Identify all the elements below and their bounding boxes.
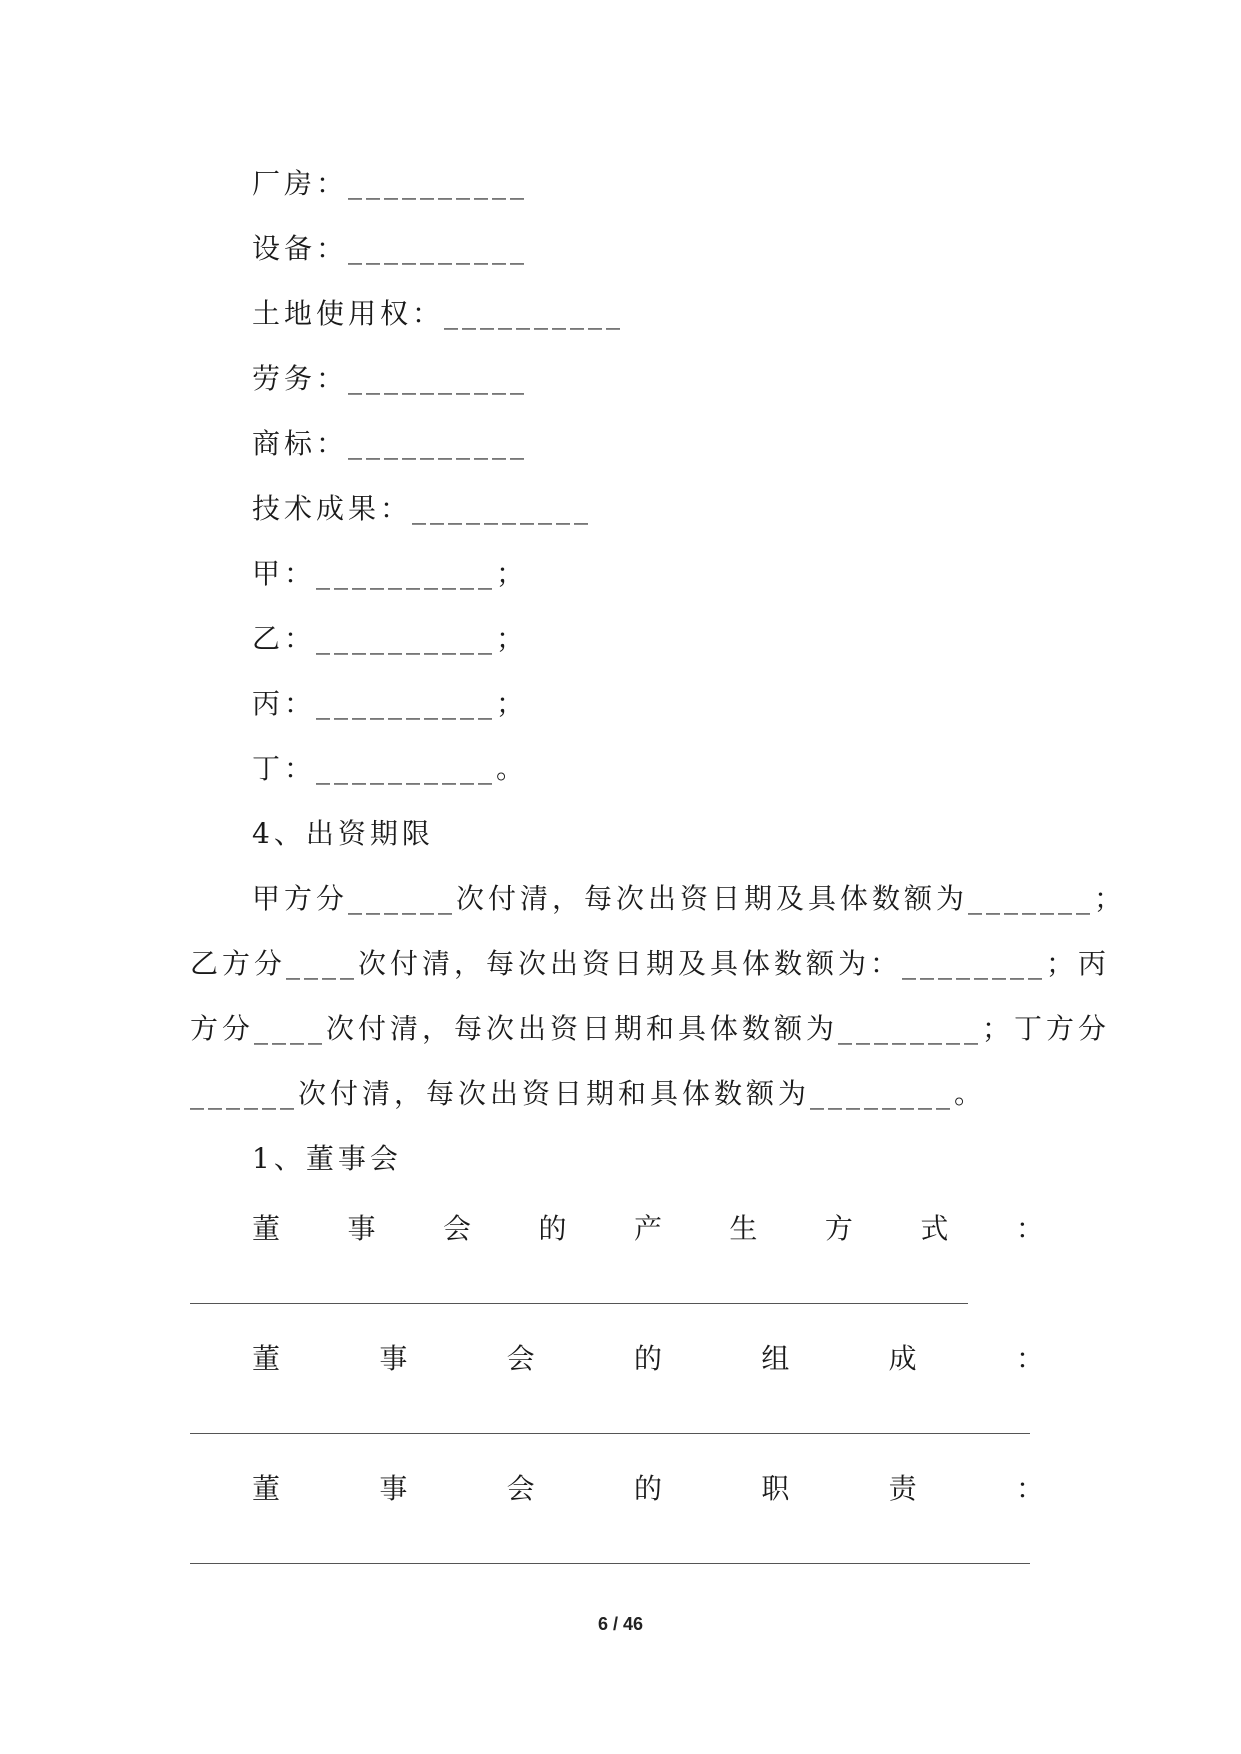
char: 董: [252, 1472, 281, 1505]
board-formation-method-label: [252, 1209, 1044, 1249]
char: 成: [888, 1342, 917, 1375]
char: 产: [633, 1212, 662, 1245]
paragraph-line: 方分____次付清，每次出资日期和具体数额为________；丁方分: [190, 1012, 1111, 1045]
char: 的: [633, 1342, 662, 1375]
char: ：: [1015, 1472, 1044, 1505]
paragraph-line: 乙方分____次付清，每次出资日期及具体数额为：________；丙: [190, 947, 1111, 980]
char: 职: [761, 1472, 790, 1505]
char: 生: [729, 1212, 758, 1245]
field-equipment: 设备：__________: [252, 232, 529, 265]
field-party-b: 乙：__________；: [252, 622, 529, 655]
char: 事: [347, 1212, 376, 1245]
field-technology: 技术成果：__________: [252, 492, 593, 525]
field-factory: 厂房：__________: [252, 167, 529, 200]
char: 事: [379, 1472, 408, 1505]
char: 董: [252, 1342, 281, 1375]
char: 事: [379, 1342, 408, 1375]
char: 式: [920, 1212, 949, 1245]
char: 会: [442, 1212, 471, 1245]
fill-in-blank: [190, 1433, 1030, 1434]
paragraph-line: 甲方分______次付清，每次出资日期及具体数额为_______；: [252, 882, 1127, 915]
char: 的: [538, 1212, 567, 1245]
fill-in-blank: [190, 1303, 968, 1304]
char: 组: [761, 1342, 790, 1375]
field-trademark: 商标：__________: [252, 427, 529, 460]
char: 董: [252, 1212, 281, 1245]
fill-in-blank: [190, 1563, 1030, 1564]
field-party-a: 甲：__________；: [252, 557, 529, 590]
page-number: 6 / 46: [597, 1614, 644, 1634]
field-labor: 劳务：__________: [252, 362, 529, 395]
section-heading-capital-term: 4、出资期限: [252, 817, 434, 850]
field-party-d: 丁：__________。: [252, 752, 529, 785]
board-composition-label: [252, 1339, 1044, 1379]
char: 会: [506, 1342, 535, 1375]
section-heading-board: 1、董事会: [252, 1142, 402, 1175]
char: 会: [506, 1472, 535, 1505]
paragraph-line: ______次付清，每次出资日期和具体数额为________。: [190, 1077, 987, 1110]
field-party-c: 丙：__________；: [252, 687, 529, 720]
char: ：: [1015, 1212, 1044, 1245]
board-duties-label: [252, 1469, 1044, 1509]
char: ：: [1015, 1342, 1044, 1375]
char: 的: [633, 1472, 662, 1505]
char: 方: [824, 1212, 853, 1245]
char: 责: [888, 1472, 917, 1505]
field-land-use-right: 土地使用权：__________: [252, 297, 625, 330]
